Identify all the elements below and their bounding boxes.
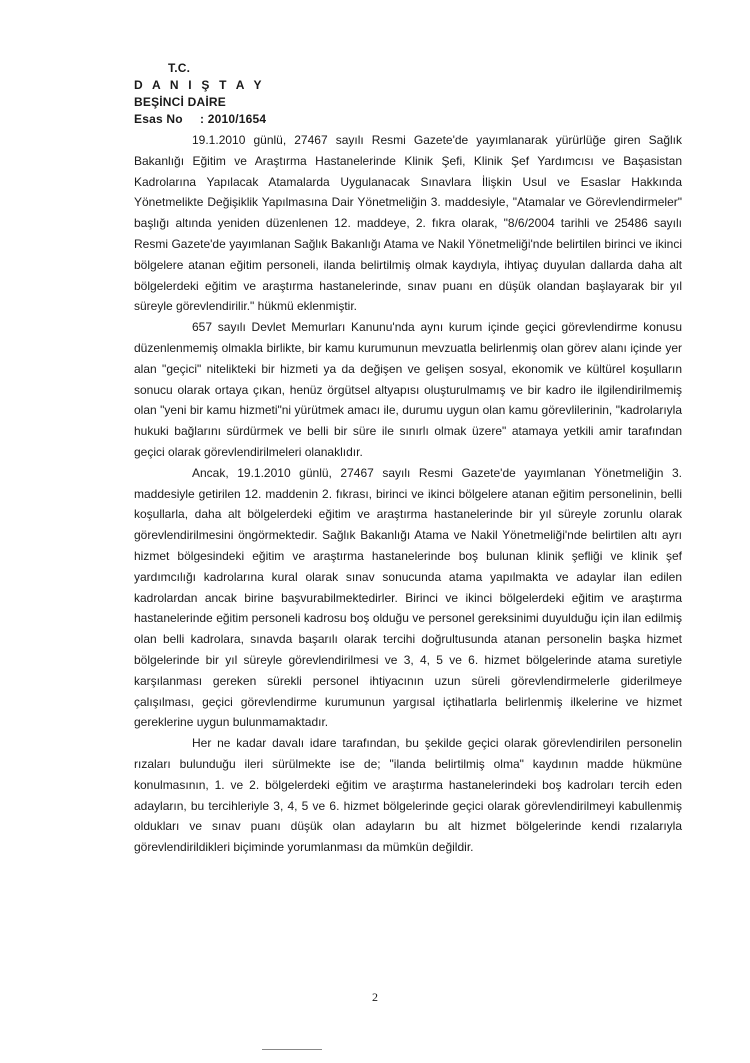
court-name: D A N I Ş T A Y — [134, 78, 265, 92]
header-tc: T.C. — [168, 61, 191, 75]
paragraph: 657 sayılı Devlet Memurları Kanunu'nda aynı kurum içinde geçici görevlendirme konusu düzenlenmemiş olmakla birlikte, bir kamu kurumunun mevzuatla belirlenmiş olan görev alanı içinde yer alan "geçici" nitelikteki bir hizmeti ya da değişen ve gelişen sosyal, ekonomik ve kültürel koşulların sonucu olarak ortaya çıkan, henüz örgütsel altyapısı oluşturulmamış ve bir kadro ile ilgilendirilmemiş olan "yeni bir kamu hizmeti"ni yürütmek amacı ile, durumu uygun olan kamu görevlilerinin, "kadrolarıyla hukuki bağlarını sürdürmek ve belli bir süre ile sınırlı olmak üzere" atamaya yetkili amir tarafından geçici olarak görevlendirilmeleri olanaklıdır. — [134, 320, 682, 459]
paragraph: Ancak, 19.1.2010 günlü, 27467 sayılı Resmi Gazete'de yayımlanan Yönetmeliğin 3. maddesiyle getirilen 12. maddenin 2. fıkrası, birinci ve ikinci bölgelere atanan eğitim personelinin, belli koşullarla, daha alt bölgelerdeki eğitim ve araştırma hastanelerinde bir yıl süreyle zorunlu olarak görevlendirilmesini öngörmektedir. Sağlık Bakanlığı Atama ve Nakil Yönetmeliği'nde belirtilen altı ayrı hizmet bölgesindeki eğitim ve araştırma hastanelerinde boş bulunan klinik şefliği ve klinik şef yardımcılığı kadrolarına kural olarak sınav sonucunda atama yapılmakta ve adaylar ilan edilen kadrolardan ancak birine başvurabilmektedirler. Birinci ve ikinci bölgelerdeki eğitim ve araştırma hastanelerinde eğitim personeli kadrosu boş olduğu ve personel gereksinimi duyulduğu için ilan edilmiş olan belli kadrolara, sınavda başarılı olarak tercihi doğrultusunda atanan personelin başka hizmet bölgelerinde bir yıl süreyle görevlendirilmesi ve 3, 4, 5 ve 6. hizmet bölgelerinde atama suretiyle karşılanması gereken sürekli personel ihtiyacının uzun süreli görevlendirmelerle giderilmeye çalışılması, geçici görevlendirme kurumunun yargısal içtihatlarla belirlenmiş ilkelerine ve hizmet gereklerine uygun bulunmamaktadır. — [134, 465, 682, 730]
chamber-name: BEŞİNCİ DAİRE — [134, 95, 226, 109]
paragraph: 19.1.2010 günlü, 27467 sayılı Resmi Gazete'de yayımlanarak yürürlüğe giren Sağlık Bakanlığı Eğitim ve Araştırma Hastanelerinde Klinik Şefi, Klinik Şef Yardımcısı ve Başasistan Kadrolarına Yapılacak Atamalarda Uygulanacak Sınavlara İlişkin Usul ve Esaslar Hakkında Yönetmelikte Değişiklik Yapılmasına Dair Yönetmeliğin 3. maddesiyle, "Atamalar ve Görevlendirmeler" başlığı altında yeniden düzenlenen 12. maddeye, 2. fıkra olarak, "8/6/2004 tarihli ve 25486 sayılı Resmi Gazete'de yayımlanan Sağlık Bakanlığı Atama ve Nakil Yönetmeliği'nde belirtilen birinci ve ikinci bölgelere atanan eğitim personeli, ilanda belirtilmiş olmak kaydıyla, ihtiyaç duyulan dallarda daha alt bölgelerdeki eğitim ve araştırma hastanelerinde, sınav puanı en düşük olandan başlayarak bir yıl süreyle görevlendirilir." hükmü eklenmiştir. — [134, 133, 682, 314]
document-body — [134, 130, 682, 858]
case-number-value: : 2010/1654 — [200, 112, 267, 126]
page-number: 2 — [372, 990, 378, 1004]
scan-artifact-line — [262, 1049, 322, 1050]
case-number — [134, 112, 266, 126]
paragraph: Her ne kadar davalı idare tarafından, bu şekilde geçici olarak görevlendirilen personelin rızaları bulunduğu ileri sürülmekte ise de; "ilanda belirtilmiş olma" kaydının madde hükmüne konulmasının, 1. ve 2. bölgelerdeki eğitim ve araştırma hastanelerindeki boş kadroları tercih eden adayların, bu tercihleriyle 3, 4, 5 ve 6. hizmet bölgelerinde geçici olarak görevlendirilmeyi kabullenmiş oldukları ve sınav puanı düşük olan adayların bu alt hizmet bölgelerinde kendi rızalarıyla görevlendirildikleri biçiminde yorumlanması da mümkün değildir. — [134, 736, 682, 855]
case-number-label: Esas No — [134, 112, 183, 126]
